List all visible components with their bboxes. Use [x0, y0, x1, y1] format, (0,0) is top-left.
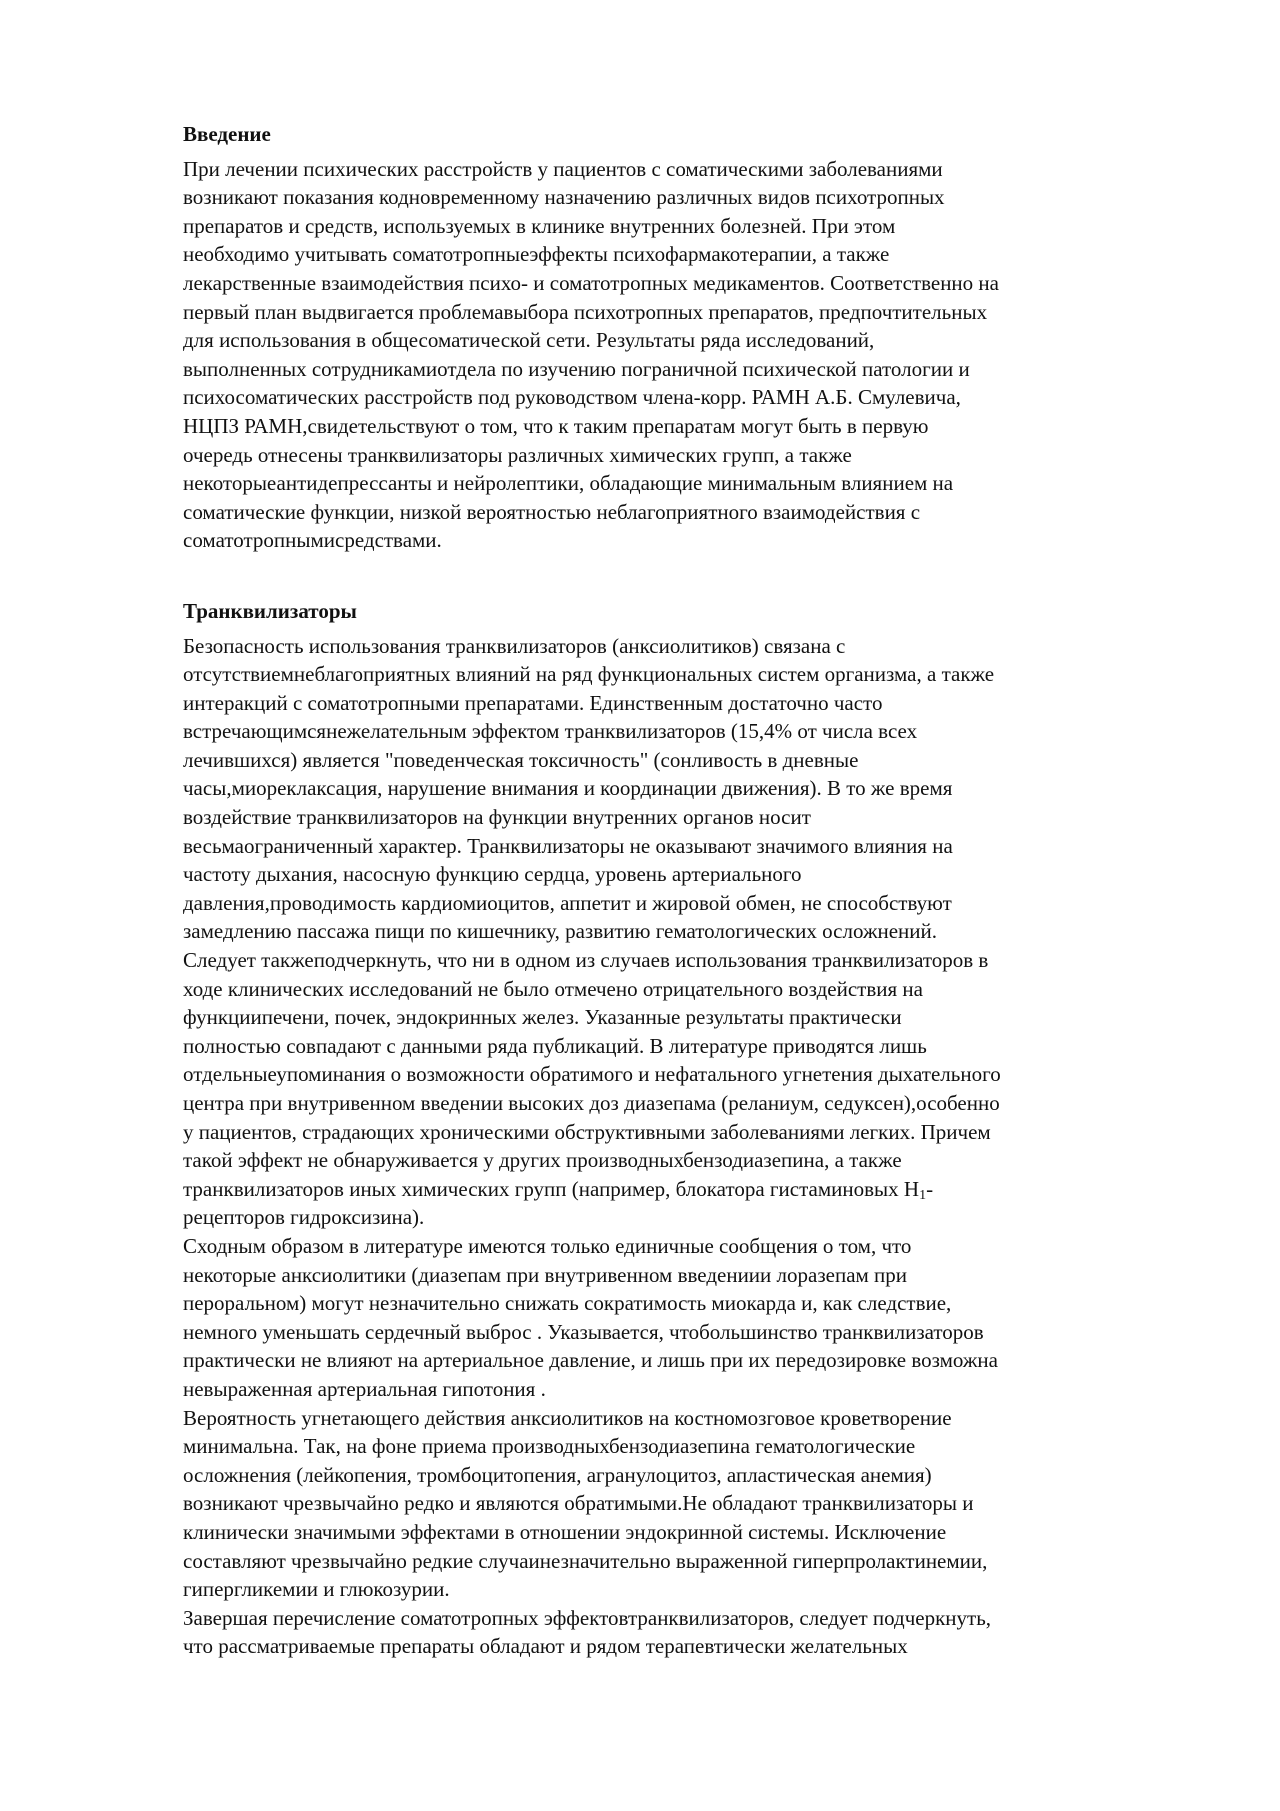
text-line: гипергликемии и глюкозурии.	[183, 1577, 450, 1602]
text-line: практически не влияют на артериальное давление, и лишь при их передозировке возможна	[183, 1348, 998, 1373]
text-line: немного уменьшать сердечный выброс . Указывается, чтобольшинство транквилизаторов	[183, 1319, 984, 1344]
text-line: первый план выдвигается проблемавыбора психотропных препаратов, предпочтительных	[183, 299, 988, 324]
text-line: возникают чрезвычайно редко и являются обратимыми.Не обладают транквилизаторы и	[183, 1491, 974, 1516]
text-line: НЦПЗ РАМН,свидетельствуют о том, что к таким препаратам могут быть в первую	[183, 413, 929, 438]
text-line: рецепторов гидроксизина).	[183, 1205, 425, 1230]
text-line: что рассматриваемые препараты обладают и рядом терапевтически желательных	[183, 1634, 908, 1659]
text-line: осложнения (лейкопения, тромбоцитопения, агранулоцитоз, апластическая анемия)	[183, 1462, 932, 1487]
section-heading-intro: Введение	[183, 122, 271, 146]
text-line: Следует такжеподчеркнуть, что ни в одном из случаев использования транквилизаторов в	[183, 948, 989, 973]
text-line: давления,проводимость кардиомиоцитов, аппетит и жировой обмен, не способствуют	[183, 890, 952, 915]
text-line: транквилизаторов иных химических групп (например, блокатора гистаминовых $Н_1-$	[183, 1176, 934, 1203]
section-body-intro	[183, 155, 1193, 555]
text-line: лечившихся) является "поведенческая токсичность" (сонливость в дневные	[183, 747, 859, 772]
text-line: минимальна. Так, на фоне приема производныхбензодиазепина гематологические	[183, 1434, 916, 1459]
document-page	[183, 120, 1193, 1661]
text-line: невыраженная артериальная гипотония .	[183, 1376, 546, 1401]
text-line: отдельныеупоминания о возможности обратимого и нефатального угнетения дыхательного	[183, 1062, 1001, 1087]
subscript-suffix: -	[926, 1176, 934, 1201]
text-line: составляют чрезвычайно редкие случаинезначительно выраженной гиперпролактинемии,	[183, 1548, 988, 1573]
section-gap	[183, 555, 1193, 597]
section-heading-tranquilizers: Транквилизаторы	[183, 598, 357, 623]
text-line: При лечении психических расстройств у пациентов с соматическими заболеваниями	[183, 156, 943, 181]
text-line: препаратов и средств, используемых в клинике внутренних болезней. При этом	[183, 213, 896, 238]
text-line: функциипечени, почек, эндокринных желез. Указанные результаты практически	[183, 1005, 902, 1030]
text-line: частоту дыхания, насосную функцию сердца, уровень артериального	[183, 862, 802, 887]
text-line: такой эффект не обнаруживается у других производныхбензодиазепина, а также	[183, 1148, 902, 1173]
text-line: лекарственные взаимодействия психо- и соматотропных медикаментов. Соответственно на	[183, 270, 999, 295]
text-line: ходе клинических исследований не было отмечено отрицательного воздействия на	[183, 976, 923, 1001]
text-line: часы,миореклаксация, нарушение внимания и координации движения). В то же время	[183, 776, 953, 801]
text-line: отсутствиемнеблагоприятных влияний на ряд функциональных систем организма, а также	[183, 662, 995, 687]
text-line: возникают показания кодновременному назначению различных видов психотропных	[183, 185, 945, 210]
text-line: полностью совпадают с данными ряда публикаций. В литературе приводятся лишь	[183, 1033, 927, 1058]
text-line: Безопасность использования транквилизаторов (анксиолитиков) связана с	[183, 633, 846, 658]
text-line: очередь отнесены транквилизаторы различных химических групп, а также	[183, 442, 852, 467]
text-line: Сходным образом в литературе имеются только единичные сообщения о том, что	[183, 1233, 912, 1258]
text-line: центра при внутривенном введении высоких доз диазепама (реланиум, седуксен),особенно	[183, 1091, 1000, 1115]
subscript: 1	[919, 1187, 927, 1203]
text-line: необходимо учитывать соматотропныеэффекты психофармакотерапии, а также	[183, 242, 890, 267]
text-line: психосоматических расстройств под руководством члена-корр. РАМН А.Б. Смулевича,	[183, 385, 961, 410]
text-line: у пациентов, страдающих хроническими обструктивными заболеваниями легких. Причем	[183, 1119, 991, 1144]
text-line: выполненных сотрудникамиотдела по изучению пограничной психической патологии и	[183, 356, 970, 381]
text-line: некоторыеантидепрессанты и нейролептики, обладающие минимальным влиянием на	[183, 471, 954, 496]
text-line: клинически значимыми эффектами в отношении эндокринной системы. Исключение	[183, 1519, 947, 1544]
text-line: Вероятность угнетающего действия анксиолитиков на костномозговое кроветворение	[183, 1405, 952, 1430]
text-line: соматические функции, низкой вероятностью неблагоприятного взаимодействия с	[183, 499, 921, 524]
text-line: весьмаограниченный характер. Транквилизаторы не оказывают значимого влияния на	[183, 833, 953, 858]
text-line: соматотропнымисредствами.	[183, 528, 442, 553]
text-line: замедлению пассажа пищи по кишечнику, развитию гематологических осложнений.	[183, 919, 937, 944]
text-line: встречающимсянежелательным эффектом транквилизаторов (15,4% от числа всех	[183, 719, 918, 744]
text-line: интеракций с соматотропными препаратами. Единственным достаточно часто	[183, 690, 883, 715]
text-line: Завершая перечисление соматотропных эффектовтранквилизаторов, следует подчеркнуть,	[183, 1605, 992, 1630]
text-line: некоторые анксиолитики (диазепам при внутривенном введениии лоразепам при	[183, 1262, 908, 1287]
text-line: пероральном) могут незначительно снижать сократимость миокарда и, как следствие,	[183, 1291, 952, 1316]
section-body-tranquilizers	[183, 632, 1193, 1661]
text-line: для использования в общесоматической сети. Результаты ряда исследований,	[183, 328, 875, 353]
text-line: воздействие транквилизаторов на функции внутренних органов носит	[183, 805, 811, 830]
